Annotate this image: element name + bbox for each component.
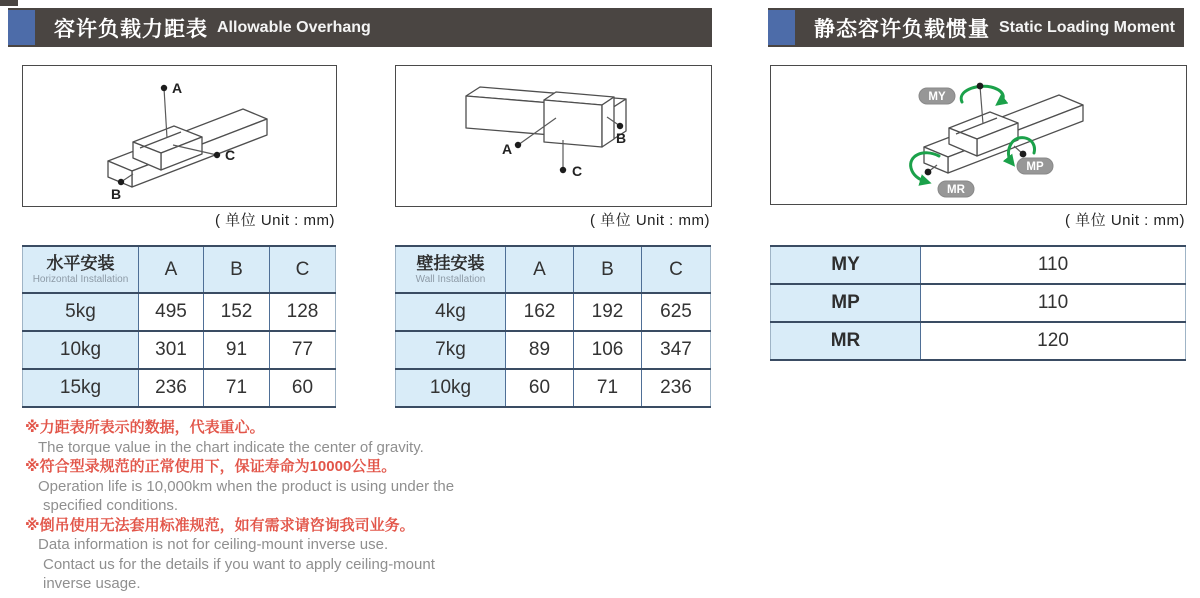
table-cell: 89 [506, 331, 574, 369]
footnote-en: Data information is not for ceiling-mount inverse use. [38, 536, 389, 553]
unit-label: ( 单位 Unit : mm) [215, 212, 335, 229]
row-label: 4kg [396, 293, 506, 331]
footnote-cn: ※符合型录规范的正常使用下，保证寿命为10000公里。 [25, 458, 397, 475]
table-cell: 77 [270, 331, 336, 369]
column-header: A [139, 246, 204, 293]
table-cell: 495 [139, 293, 204, 331]
footnote-en: The torque value in the chart indicate the center of gravity. [38, 438, 424, 456]
moment-table [770, 245, 1186, 361]
horizontal-installation-table [22, 245, 336, 408]
table-header-row [396, 246, 711, 293]
horizontal-installation-diagram [22, 65, 337, 207]
section-title-en: Static Loading Moment [999, 18, 1175, 36]
point-label-b: B [616, 130, 627, 146]
header-accent-square [768, 10, 795, 45]
table-row [396, 369, 711, 407]
point-label-c: C [572, 163, 583, 179]
row-label: 5kg [23, 293, 139, 331]
table-row [23, 369, 336, 407]
section-title-cn: 容许负载力距表 [54, 17, 208, 41]
table-row [23, 331, 336, 369]
wall-installation-diagram [395, 65, 712, 207]
column-header: C [270, 246, 336, 293]
column-header: B [574, 246, 642, 293]
table-row [396, 293, 711, 331]
table-cell: 128 [270, 293, 336, 331]
badge-mp: MP [1026, 161, 1044, 173]
column-header: A [506, 246, 574, 293]
page-corner-mark [0, 0, 18, 6]
point-label-b: B [111, 186, 122, 202]
table-cell: 625 [642, 293, 711, 331]
section-header-allowable-overhang [8, 8, 712, 47]
row-label: MR [771, 322, 921, 360]
footnotes [25, 418, 495, 594]
column-header: B [204, 246, 270, 293]
table-cell: 71 [574, 369, 642, 407]
footnote-en: inverse usage. [43, 575, 141, 592]
table-cell: 162 [506, 293, 574, 331]
badge-mr: MR [947, 184, 965, 196]
table-cell: 192 [574, 293, 642, 331]
header-accent-square [8, 10, 35, 45]
footnote-en: Contact us for the details if you want to apply ceiling-mount [43, 555, 435, 573]
table-cell: 60 [506, 369, 574, 407]
table-cell: 106 [574, 331, 642, 369]
table-row [771, 322, 1186, 360]
point-label-a: A [502, 141, 513, 157]
row-label: 7kg [396, 331, 506, 369]
footnote-en: Operation life is 10,000km when the product is using under the [38, 477, 455, 495]
section-header-static-loading-moment [768, 8, 1184, 47]
footnote-cn: ※倒吊使用无法套用标准规范，如有需求请咨询我司业务。 [25, 516, 415, 534]
table-title-cell: 壁挂安装 Wall Installation [396, 246, 506, 293]
column-header: C [642, 246, 711, 293]
unit-label: ( 单位 Unit : mm) [1065, 212, 1185, 229]
table-row [396, 331, 711, 369]
table-cell: 60 [270, 369, 336, 407]
table-cell: 71 [204, 369, 270, 407]
table-cell: 120 [921, 322, 1186, 360]
section-title-en: Allowable Overhang [217, 18, 371, 36]
wall-installation-table [395, 245, 711, 408]
section-title-cn: 静态容许负载惯量 [814, 17, 990, 41]
row-label: 10kg [396, 369, 506, 407]
table-cell: 152 [204, 293, 270, 331]
row-label: MY [771, 246, 921, 284]
unit-label: ( 单位 Unit : mm) [590, 212, 710, 229]
table-row [771, 284, 1186, 322]
table-cell: 110 [921, 284, 1186, 322]
row-label: MP [771, 284, 921, 322]
row-label: 15kg [23, 369, 139, 407]
table-title-cell: 水平安装 Horizontal Installation [23, 246, 139, 293]
table-cell: 91 [204, 331, 270, 369]
moment-diagram [770, 65, 1187, 205]
table-cell: 347 [642, 331, 711, 369]
point-label-c: C [225, 147, 236, 163]
row-label: 10kg [23, 331, 139, 369]
table-header-row [23, 246, 336, 293]
table-cell: 301 [139, 331, 204, 369]
table-cell: 110 [921, 246, 1186, 284]
badge-my: MY [928, 91, 946, 103]
table-cell: 236 [642, 369, 711, 407]
table-row [23, 293, 336, 331]
footnote-en: specified conditions. [43, 497, 179, 514]
table-row [771, 246, 1186, 284]
table-cell: 236 [139, 369, 204, 407]
point-label-a: A [172, 80, 183, 96]
footnote-cn: ※力距表所表示的数据，代表重心。 [25, 419, 265, 436]
